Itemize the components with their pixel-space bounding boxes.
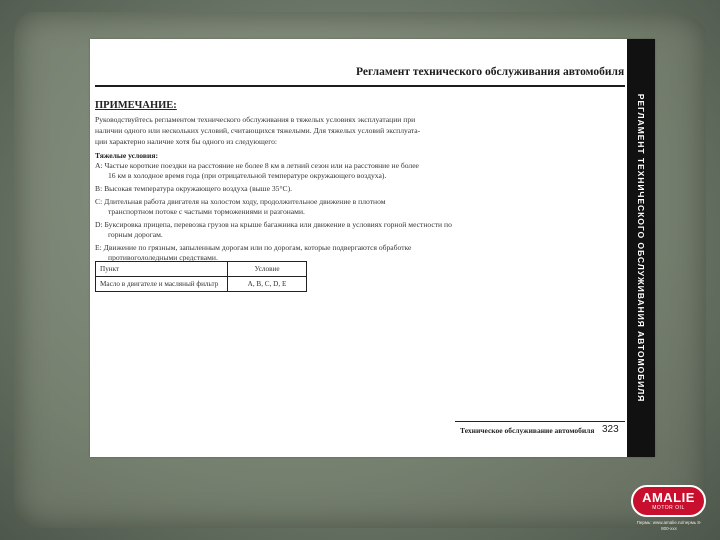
conditions-heading: Тяжелые условия: [95, 151, 159, 160]
condition-line: A: Частые короткие поездки на расстояние не более 8 км в летний сезон или на расстояние не более [95, 161, 419, 170]
side-label: РЕГЛАМЕНТ ТЕХНИЧЕСКОГО ОБСЛУЖИВАНИЯ АВТОМОБИЛЯ [636, 93, 646, 403]
condition-line: 16 км в холодное время года (при отрицательной температуре окружающего воздуха). [108, 171, 387, 180]
footer-divider [455, 421, 625, 422]
condition-line: транспортном потоке с частыми торможениями и разгонами. [108, 207, 305, 216]
intro-line: наличии одного или нескольких условий, считающихся тяжелыми. Для тяжелых условий эксплуата- [95, 126, 421, 135]
condition-line: горным дорогам. [108, 230, 163, 239]
table-cell: A, B, C, D, E [228, 277, 307, 292]
table-row [96, 277, 307, 292]
page-number: 323 [602, 424, 619, 435]
footer-text: Техническое обслуживание автомобиля [460, 426, 595, 435]
logo-caption: Пермь: www.amalie.ru/пермь 8-800-xxx [636, 520, 702, 531]
intro-line: Руководствуйтесь регламентом технического обслуживания в тяжелых условиях эксплуатации при [95, 115, 416, 124]
maintenance-table [95, 261, 307, 292]
logo-subtitle: MOTOR OIL [652, 505, 685, 511]
condition-line: B: Высокая температура окружающего воздуха (выше 35°C). [95, 184, 293, 193]
intro-line: ции характерно наличие хотя бы одного из следующего: [95, 137, 278, 146]
condition-line: E: Движение по грязным, запыленным дорогам или по дорогам, которые подвергаются обработке [95, 243, 412, 252]
logo-name: AMALIE [642, 490, 695, 505]
condition-line: C: Длительная работа двигателя на холостом ходу, продолжительное движение в плотном [95, 197, 386, 206]
table-header-row [96, 262, 307, 277]
table-header-cell: Пункт [96, 262, 228, 277]
note-heading: ПРИМЕЧАНИЕ: [95, 100, 177, 111]
amalie-logo [631, 485, 706, 517]
condition-line: противогололедными средствами. [108, 253, 218, 262]
condition-line: D: Буксировка прицепа, перевозка грузов на крыше багажника или движение в условиях горной местности по [95, 220, 452, 229]
table-cell: Масло в двигателе и масляный фильтр [96, 277, 228, 292]
page-title: Регламент технического обслуживания автомобиля [356, 66, 625, 78]
table-header-cell: Условие [228, 262, 307, 277]
title-divider [95, 85, 625, 87]
